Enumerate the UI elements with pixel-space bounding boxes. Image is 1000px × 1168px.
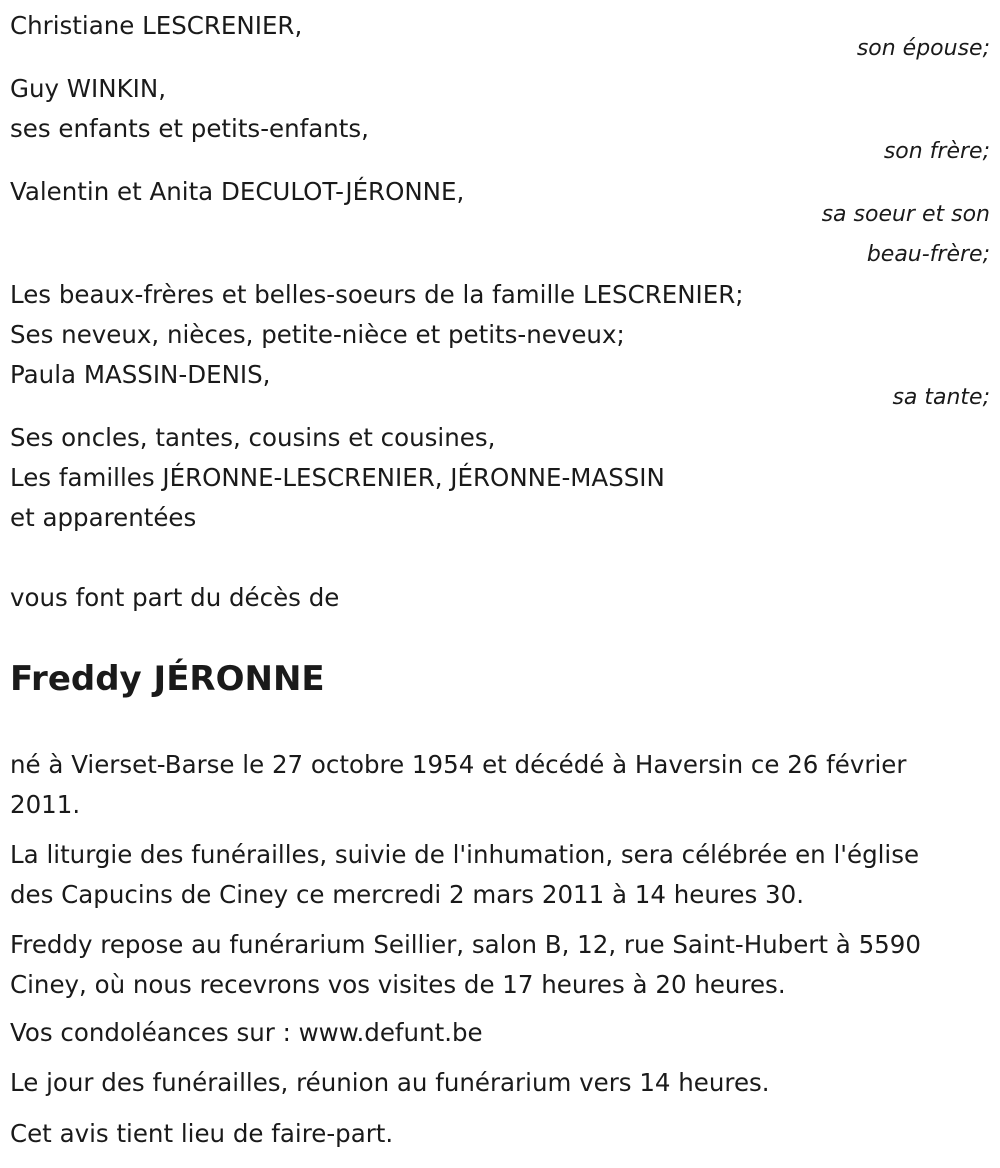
birth-death-line-2: 2011. (10, 790, 81, 819)
families: Les familles JÉRONNE-LESCRENIER, JÉRONNE-MASSIN (10, 463, 665, 492)
gathering: Le jour des funérailles, réunion au funérarium vers 14 heures. (10, 1068, 770, 1097)
rest-line-1: Freddy repose au funérarium Seillier, salon B, 12, rue Saint-Hubert à 5590 (10, 930, 921, 959)
brother-name: Guy WINKIN, (10, 74, 166, 103)
liturgy-line-2: des Capucins de Ciney ce mercredi 2 mars 2011 à 14 heures 30. (10, 880, 805, 909)
notice: Cet avis tient lieu de faire-part. (10, 1119, 394, 1148)
brother-role: son frère; (883, 139, 990, 164)
announcement: vous font part du décès de (10, 583, 340, 612)
in-laws: Les beaux-frères et belles-soeurs de la famille LESCRENIER; (10, 280, 744, 309)
aunt-role: sa tante; (892, 385, 990, 410)
sister-role-line-1: sa soeur et son (821, 202, 990, 227)
rest-line-2: Ciney, où nous recevrons vos visites de 17 heures à 20 heures. (10, 970, 786, 999)
relatives: Ses oncles, tantes, cousins et cousines, (10, 423, 496, 452)
sister-name: Valentin et Anita DECULOT-JÉRONNE, (10, 177, 465, 206)
birth-death-line-1: né à Vierset-Barse le 27 octobre 1954 et décédé à Haversin ce 26 février (10, 750, 907, 779)
spouse-role: son épouse; (856, 36, 990, 61)
spouse-name: Christiane LESCRENIER, (10, 11, 303, 40)
aunt-name: Paula MASSIN-DENIS, (10, 360, 271, 389)
related: et apparentées (10, 503, 197, 532)
sister-role-line-2: beau-frère; (866, 242, 990, 267)
brother-family: ses enfants et petits-enfants, (10, 114, 369, 143)
condolences: Vos condoléances sur : www.defunt.be (10, 1018, 483, 1047)
liturgy-line-1: La liturgie des funérailles, suivie de l'inhumation, sera célébrée en l'église (10, 840, 920, 869)
nephews: Ses neveux, nièces, petite-nièce et petits-neveux; (10, 320, 625, 349)
deceased-name: Freddy JÉRONNE (10, 659, 325, 699)
